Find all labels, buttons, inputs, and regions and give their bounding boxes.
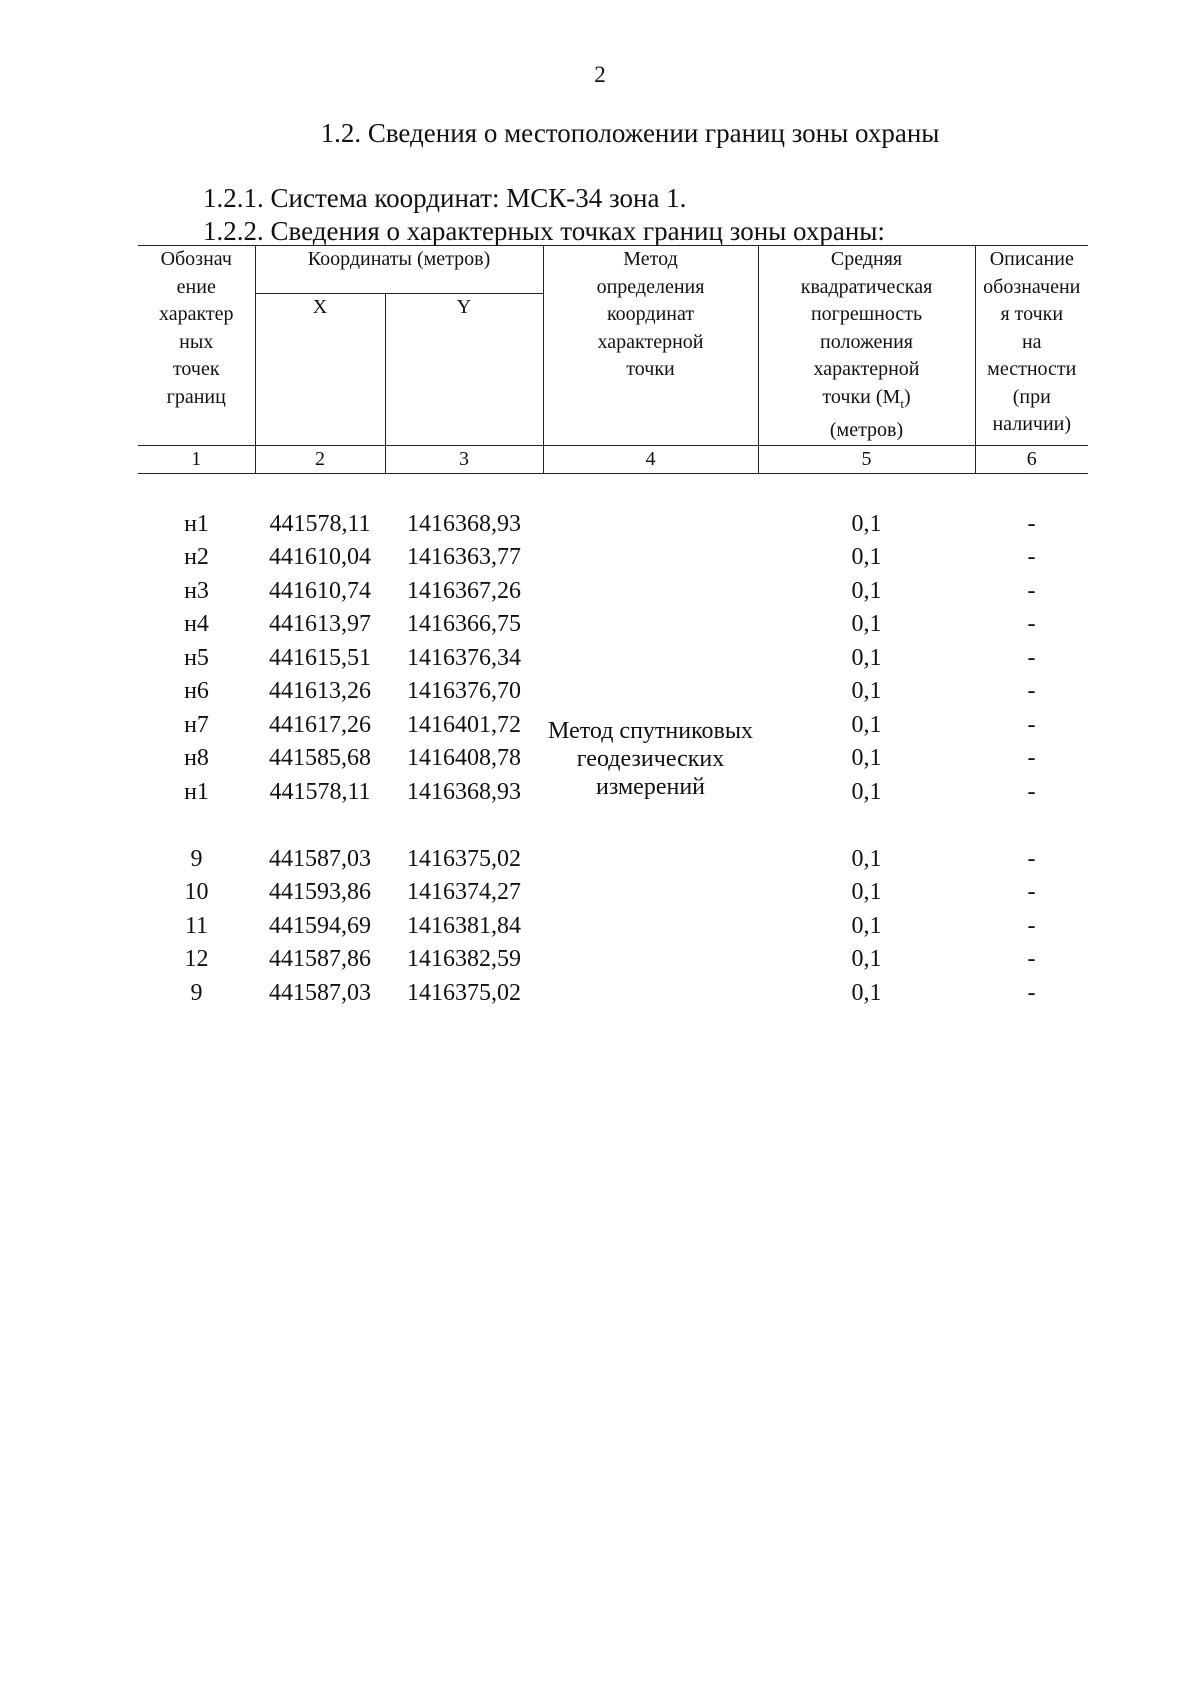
y-value: 1416401,72 [407, 711, 521, 738]
x-value: 441587,03 [269, 845, 371, 872]
description-value: - [1027, 611, 1036, 638]
point-label: 9 [190, 845, 203, 872]
column-number: 3 [385, 445, 543, 474]
point-label: 10 [184, 879, 209, 906]
y-value: 1416374,27 [407, 879, 521, 906]
description-value: - [1027, 577, 1036, 604]
description-value: - [1027, 510, 1036, 537]
y-value: 1416368,93 [407, 510, 521, 537]
x-value: 441585,68 [269, 745, 371, 772]
point-label: 9 [190, 979, 203, 1006]
x-value: 441578,11 [269, 778, 371, 805]
x-value: 441610,74 [269, 577, 371, 604]
page-number: 2 [594, 62, 606, 87]
section-title: 1.2. Сведения о местоположении границ зоны охраны [320, 118, 940, 148]
header-method: Метод определения координат характерной точки [543, 246, 758, 446]
error-value: 0,1 [851, 979, 882, 1006]
description-value: - [1027, 644, 1036, 671]
header-description: Описание обозначени я точки на местности (при наличии) [975, 246, 1088, 446]
column-number: 1 [138, 445, 255, 474]
point-label: н2 [184, 544, 209, 571]
point-label: н1 [184, 778, 209, 805]
x-value: 441594,69 [269, 912, 371, 939]
column-number: 6 [975, 445, 1088, 474]
error-value: 0,1 [851, 946, 882, 973]
header-error: Средняя квадратическая погрешность положения характерной точки $(M_t)$ (метров) [758, 246, 975, 446]
y-value: 1416363,77 [407, 544, 521, 571]
point-label: н7 [184, 711, 209, 738]
description-value: - [1027, 979, 1036, 1006]
header-x: X [255, 293, 385, 445]
y-value: 1416376,70 [407, 678, 521, 705]
x-value: 441610,04 [269, 544, 371, 571]
y-value: 1416376,34 [407, 644, 521, 671]
points-heading: 1.2.2. Сведения о характерных точках границ зоны охраны: [203, 216, 885, 246]
y-value: 1416381,84 [407, 912, 521, 939]
header-designation: Обознач ение характер ных точек границ [138, 246, 255, 446]
description-value: - [1027, 745, 1036, 772]
point-label: н4 [184, 611, 209, 638]
error-value: 0,1 [851, 510, 882, 537]
x-value: 441578,11 [269, 510, 371, 537]
description-value: - [1027, 912, 1036, 939]
error-value: 0,1 [851, 577, 882, 604]
y-value: 1416368,93 [407, 778, 521, 805]
column-numbers-row [138, 445, 1088, 474]
x-value: 441613,26 [269, 678, 371, 705]
x-value: 441587,03 [269, 979, 371, 1006]
error-value: 0,1 [851, 678, 882, 705]
header-row [138, 246, 1088, 294]
column-number: 5 [758, 445, 975, 474]
boundary-points-table [138, 245, 1088, 1010]
point-label: н5 [184, 644, 209, 671]
coordinate-system-line: 1.2.1. Система координат: МСК-34 зона 1. [203, 183, 687, 213]
y-value: 1416408,78 [407, 745, 521, 772]
y-value: 1416375,02 [407, 845, 521, 872]
error-value: 0,1 [851, 912, 882, 939]
x-value: 441617,26 [269, 711, 371, 738]
column-number: 4 [543, 445, 758, 474]
method-cell: Метод спутниковых геодезических измерений [548, 717, 753, 800]
point-label: 12 [184, 946, 209, 973]
error-value: 0,1 [851, 745, 882, 772]
x-value: 441615,51 [269, 644, 371, 671]
error-value: 0,1 [851, 644, 882, 671]
description-value: - [1027, 879, 1036, 906]
y-value: 1416375,02 [407, 979, 521, 1006]
point-label: н1 [184, 510, 209, 537]
error-value: 0,1 [851, 711, 882, 738]
x-value: 441593,86 [269, 879, 371, 906]
point-label: н6 [184, 678, 209, 705]
description-value: - [1027, 711, 1036, 738]
error-value: 0,1 [851, 879, 882, 906]
error-value: 0,1 [851, 778, 882, 805]
error-value: 0,1 [851, 611, 882, 638]
description-value: - [1027, 778, 1036, 805]
header-y: Y [385, 293, 543, 445]
error-value: 0,1 [851, 544, 882, 571]
x-value: 441587,86 [269, 946, 371, 973]
point-label: н3 [184, 577, 209, 604]
table-row [138, 508, 1088, 542]
y-value: 1416366,75 [407, 611, 521, 638]
point-label: 11 [184, 912, 209, 939]
header-coordinates: Координаты (метров) [255, 246, 543, 294]
y-value: 1416367,26 [407, 577, 521, 604]
point-label: н8 [184, 745, 209, 772]
error-value: 0,1 [851, 845, 882, 872]
description-value: - [1027, 946, 1036, 973]
column-number: 2 [255, 445, 385, 474]
x-value: 441613,97 [269, 611, 371, 638]
y-value: 1416382,59 [407, 946, 521, 973]
description-value: - [1027, 845, 1036, 872]
description-value: - [1027, 678, 1036, 705]
description-value: - [1027, 544, 1036, 571]
